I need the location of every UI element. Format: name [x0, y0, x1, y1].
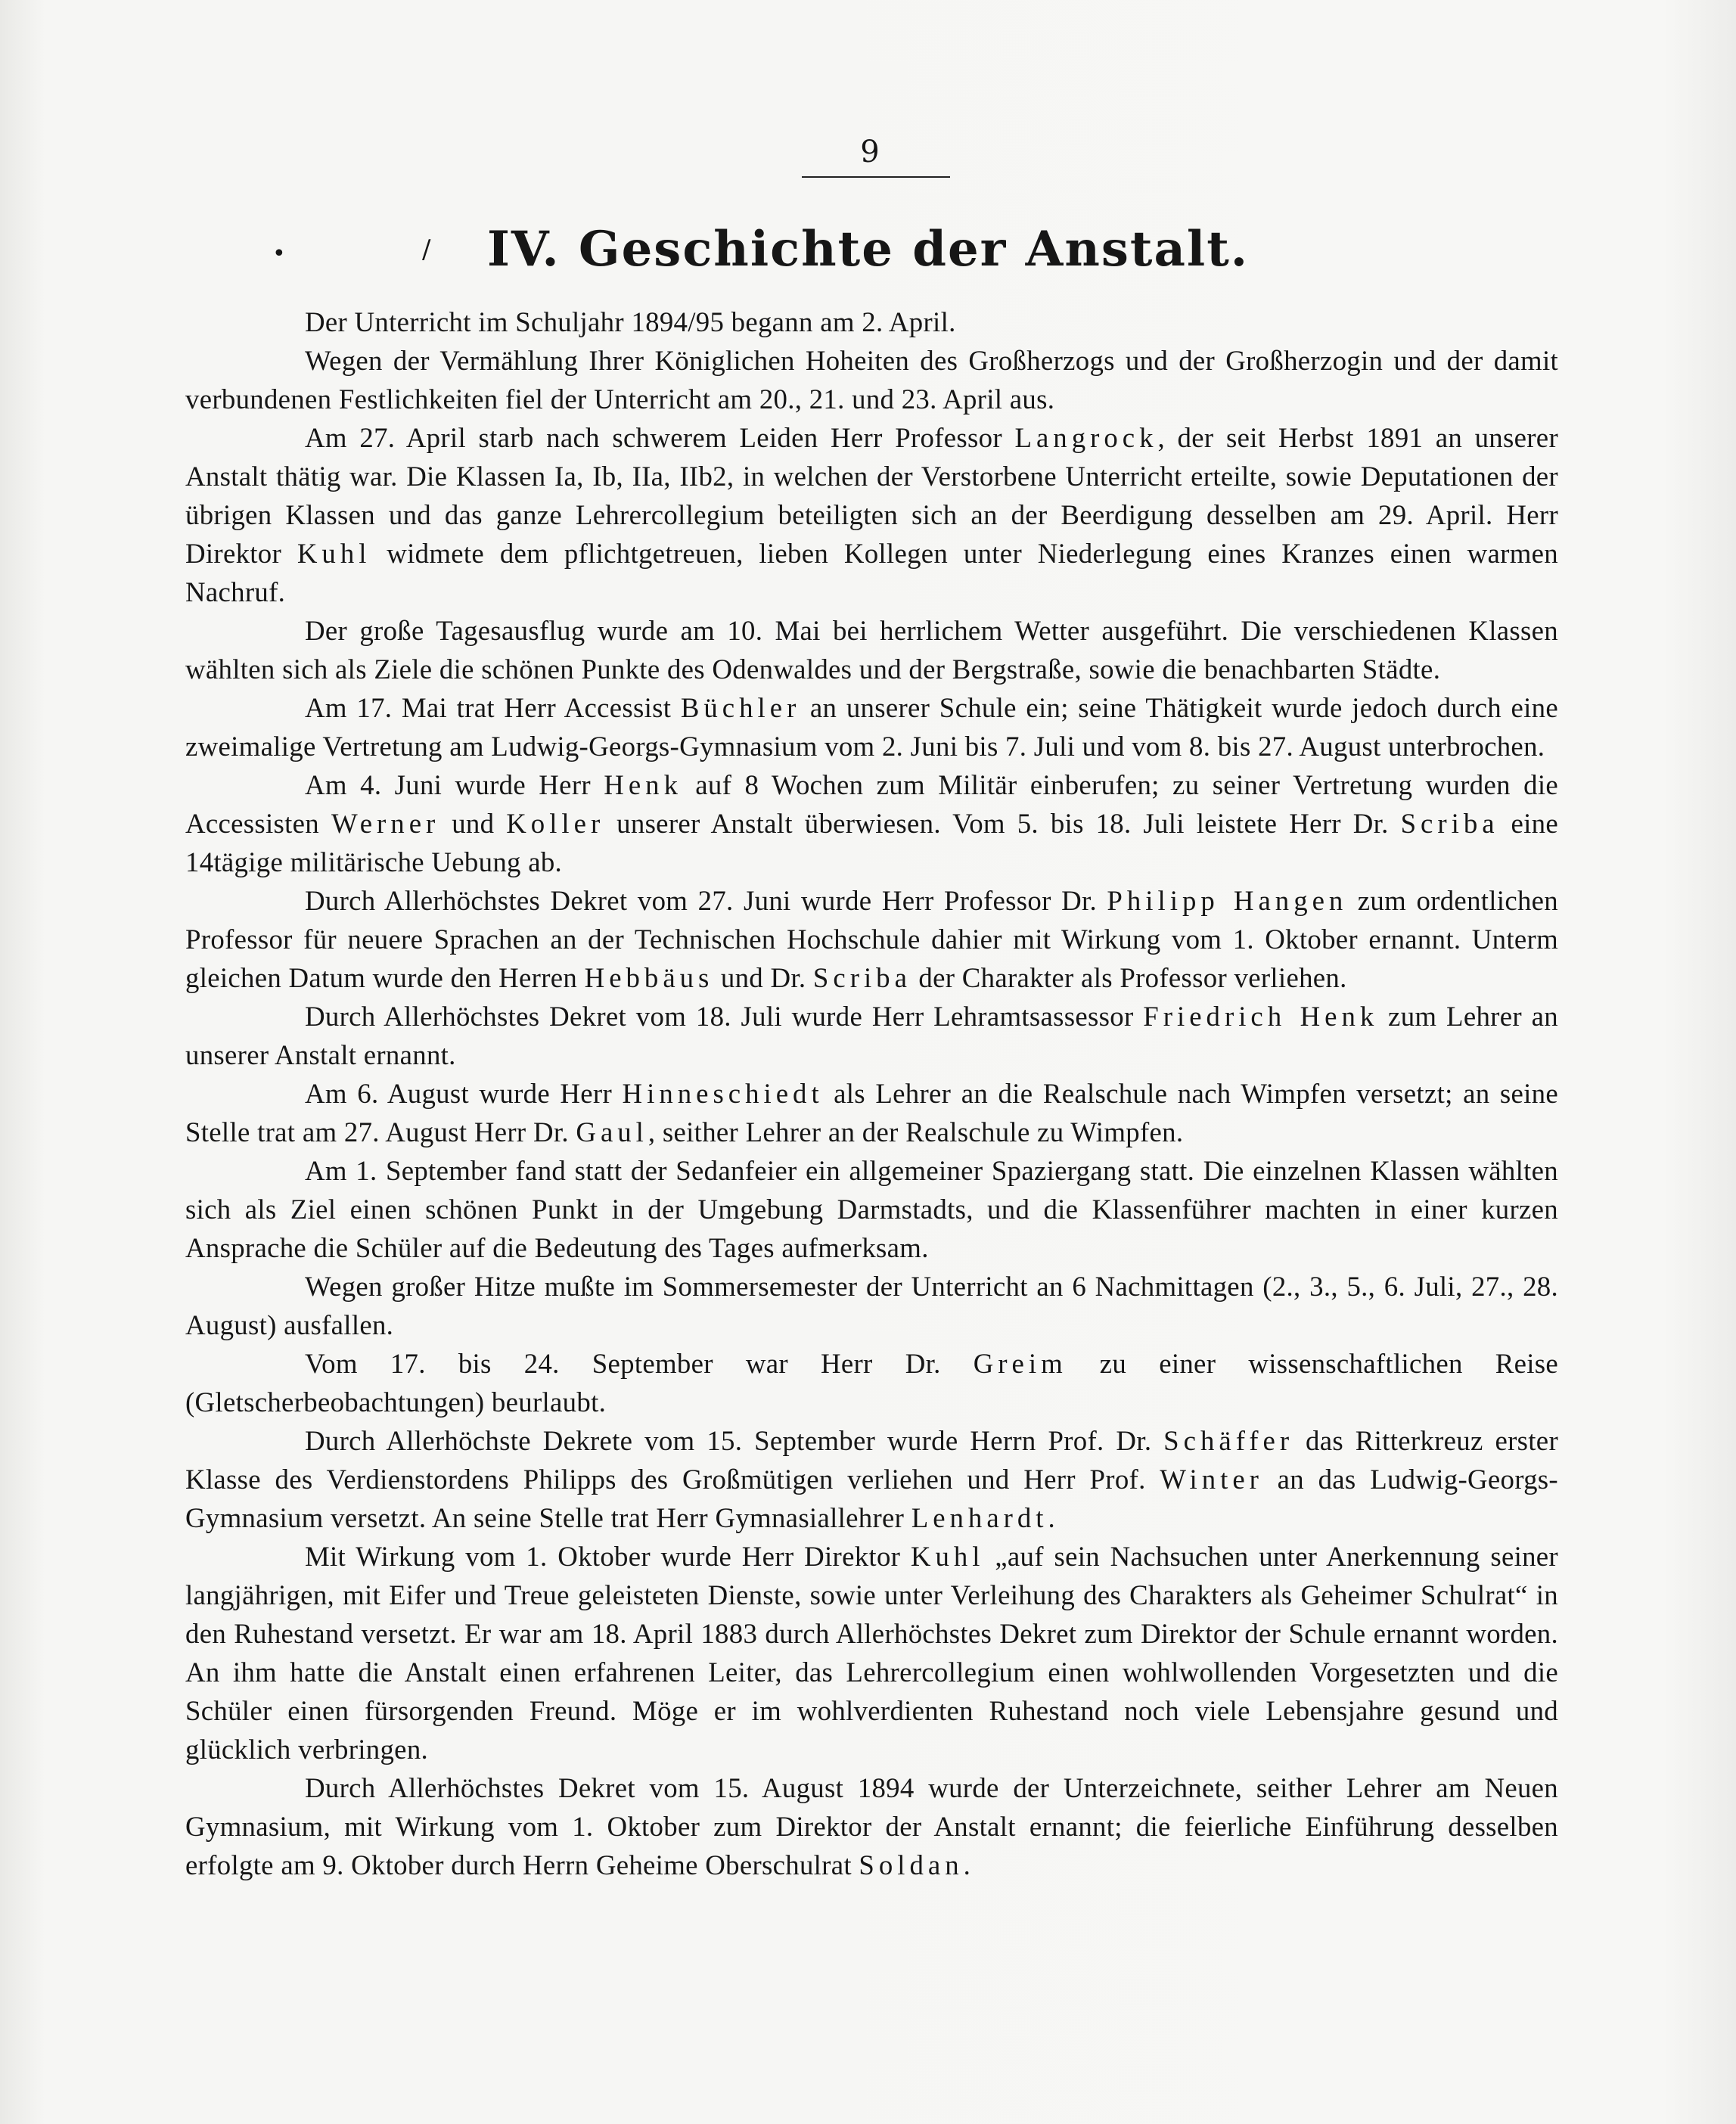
spaced-name: Scriba: [812, 962, 911, 993]
text-segment: als Lehrer an die Realschule nach Wimpfen versetzt; an seine Stelle trat am 27. August Herr Dr.: [185, 1078, 1559, 1147]
body-text: [185, 303, 1558, 1884]
text-segment: und Dr.: [713, 962, 813, 993]
margin-tick: /: [422, 234, 431, 265]
paragraph: [185, 341, 1558, 418]
spaced-name: Soldan: [859, 1849, 964, 1880]
spaced-name: Langrock: [1014, 422, 1158, 453]
paragraph: [185, 418, 1558, 611]
text-segment: zum Lehrer an unserer Anstalt ernannt.: [185, 1001, 1558, 1070]
text-segment: unserer Anstalt überwiesen. Vom 5. bis 18. Juli leistete Herr Dr.: [604, 808, 1401, 839]
text-segment: auf 8 Wochen zum Militär einberufen; zu seiner Vertretung wurden die Accessisten: [185, 769, 1558, 839]
spaced-name: Gaul: [576, 1116, 648, 1147]
spaced-name: Friedrich Henk: [1143, 1001, 1379, 1032]
text-segment: eine 14tägige militärische Uebung ab.: [185, 808, 1558, 877]
paragraph: [185, 303, 1558, 341]
paragraph: [185, 1074, 1558, 1151]
page-number-rule: [802, 176, 950, 178]
text-segment: Am 1. September fand statt der Sedanfeier ein allgemeiner Spaziergang statt. Die einzelnen Klassen wählten sich als Ziel einen schönen Punkt in der Umgebung Darmstadts, und die Klassenführer machten in einer kurzen Ansprache die Schüler auf die Bedeutung des Tages aufmerksam.: [185, 1155, 1558, 1263]
spaced-name: Lenhardt: [911, 1502, 1048, 1533]
text-segment: .: [1048, 1502, 1056, 1533]
paragraph: [185, 1768, 1558, 1884]
spaced-name: Werner: [331, 808, 440, 839]
text-segment: widmete dem pflichtgetreuen, lieben Kollegen unter Niederlegung eines Kranzes einen warmen Nachruf.: [185, 538, 1558, 607]
text-segment: der Charakter als Professor verliehen.: [911, 962, 1347, 993]
text-segment: , seither Lehrer an der Realschule zu Wimpfen.: [648, 1116, 1184, 1147]
text-segment: Durch Allerhöchstes Dekret vom 27. Juni wurde Herr Professor Dr.: [305, 885, 1107, 916]
text-segment: Der große Tagesausflug wurde am 10. Mai bei herrlichem Wetter ausgeführt. Die verschiedenen Klassen wählten sich als Ziele die schönen Punkte des Odenwaldes und der Bergstraße, sowie die benachbarten Städte.: [185, 615, 1558, 685]
paragraph: [185, 1421, 1558, 1537]
spaced-name: Henk: [604, 769, 682, 800]
spaced-name: Philipp Hangen: [1107, 885, 1348, 916]
text-segment: Vom 17. bis 24. September war Herr Dr.: [305, 1348, 974, 1379]
text-segment: Am 6. August wurde Herr: [305, 1078, 623, 1109]
text-segment: Mit Wirkung vom 1. Oktober wurde Herr Direktor: [305, 1541, 911, 1572]
text-segment: zu einer wissenschaftlichen Reise (Gletscherbeobachtungen) beurlaubt.: [185, 1348, 1558, 1418]
text-segment: zum ordentlichen Professor für neuere Sprachen an der Technischen Hochschule dahier mit Wirkung vom 1. Oktober ernannt. Unterm gleichen Datum wurde den Herren: [185, 885, 1558, 993]
text-segment: Durch Allerhöchstes Dekret vom 18. Juli wurde Herr Lehramtsassessor: [305, 1001, 1144, 1032]
text-segment: Durch Allerhöchstes Dekret vom 15. August 1894 wurde der Unterzeichnete, seither Lehrer am Neuen Gymnasium, mit Wirkung vom 1. Oktober zum Direktor der Anstalt ernannt; die feierliche Einführung desselben erfolgte am 9. Oktober durch Herrn Geheime Oberschulrat: [185, 1772, 1558, 1880]
spaced-name: Hinneschiedt: [622, 1078, 824, 1109]
section-heading: IV. Geschichte der Anstalt.: [486, 221, 1250, 278]
text-segment: an das Ludwig-Georgs-Gymnasium versetzt. An seine Stelle trat Herr Gymnasiallehrer: [185, 1464, 1558, 1533]
paragraph: [185, 1267, 1558, 1344]
text-segment: an unserer Schule ein; seine Thätigkeit wurde jedoch durch eine zweimalige Vertretung am Ludwig-Georgs-Gymnasium vom 2. Juni bis 7. Juli und vom 8. bis 27. August unterbrochen.: [185, 692, 1558, 762]
page-number: 9: [860, 135, 880, 169]
margin-bullet: •: [272, 241, 286, 267]
text-segment: Am 27. April starb nach schwerem Leiden Herr Professor: [305, 422, 1015, 453]
paragraph: [185, 1537, 1558, 1768]
text-segment: „auf sein Nachsuchen unter Anerkennung seiner langjährigen, mit Eifer und Treue geleisteten Dienste, sowie unter Verleihung des Charakters als Geheimer Schulrat“ in den Ruhestand versetzt. Er war am 18. April 1883 durch Allerhöchstes Dekret zum Direktor der Schule ernannt worden. An ihm hatte die Anstalt einen erfahrenen Leiter, das Lehrercollegium einen wohlwollenden Vorgesetzten und die Schüler einen fürsorgenden Freund. Möge er im wohlverdienten Ruhestand noch viele Lebensjahre gesund und glücklich verbringen.: [185, 1541, 1558, 1765]
spaced-name: Greim: [973, 1348, 1067, 1379]
text-segment: , der seit Herbst 1891 an unserer Anstalt thätig war. Die Klassen Ia, Ib, IIa, IIb2, in welchen der Verstorbene Unterricht erteilte, sowie Deputationen der übrigen Klassen und das ganze Lehrercollegium beteiligten sich an der Beerdigung desselben am 29. April. Herr Direktor: [185, 422, 1558, 569]
text-segment: Am 17. Mai trat Herr Accessist: [305, 692, 681, 723]
spaced-name: Scriba: [1400, 808, 1499, 839]
paragraph: [185, 688, 1558, 765]
paragraph: [185, 611, 1558, 688]
text-segment: und: [439, 808, 507, 839]
spaced-name: Schäffer: [1163, 1425, 1294, 1456]
text-segment: Am 4. Juni wurde Herr: [305, 769, 604, 800]
text-segment: Wegen der Vermählung Ihrer Königlichen Hoheiten des Großherzogs und der Großherzogin und der damit verbundenen Festlichkeiten fiel der Unterricht am 20., 21. und 23. April aus.: [185, 345, 1558, 415]
spaced-name: Kuhl: [297, 538, 371, 569]
paragraph: [185, 1151, 1558, 1267]
text-segment: Durch Allerhöchste Dekrete vom 15. September wurde Herrn Prof. Dr.: [305, 1425, 1164, 1456]
paragraph: [185, 765, 1558, 881]
paragraph: [185, 1344, 1558, 1421]
paragraph: [185, 997, 1558, 1074]
spaced-name: Winter: [1160, 1464, 1263, 1495]
spaced-name: Büchler: [680, 692, 801, 723]
paragraph: [185, 881, 1558, 997]
text-segment: das Ritterkreuz erster Klasse des Verdienstordens Philipps des Großmütigen verliehen und Herr Prof.: [185, 1425, 1558, 1495]
text-segment: Der Unterricht im Schuljahr 1894/95 begann am 2. April.: [305, 306, 956, 337]
text-segment: .: [963, 1849, 971, 1880]
text-segment: Wegen großer Hitze mußte im Sommersemester der Unterricht an 6 Nachmittagen (2., 3., 5., 6. Juli, 27., 28. August) ausfallen.: [185, 1271, 1558, 1340]
spaced-name: Kuhl: [910, 1541, 985, 1572]
spaced-name: Koller: [506, 808, 605, 839]
spaced-name: Hebbäus: [584, 962, 714, 993]
